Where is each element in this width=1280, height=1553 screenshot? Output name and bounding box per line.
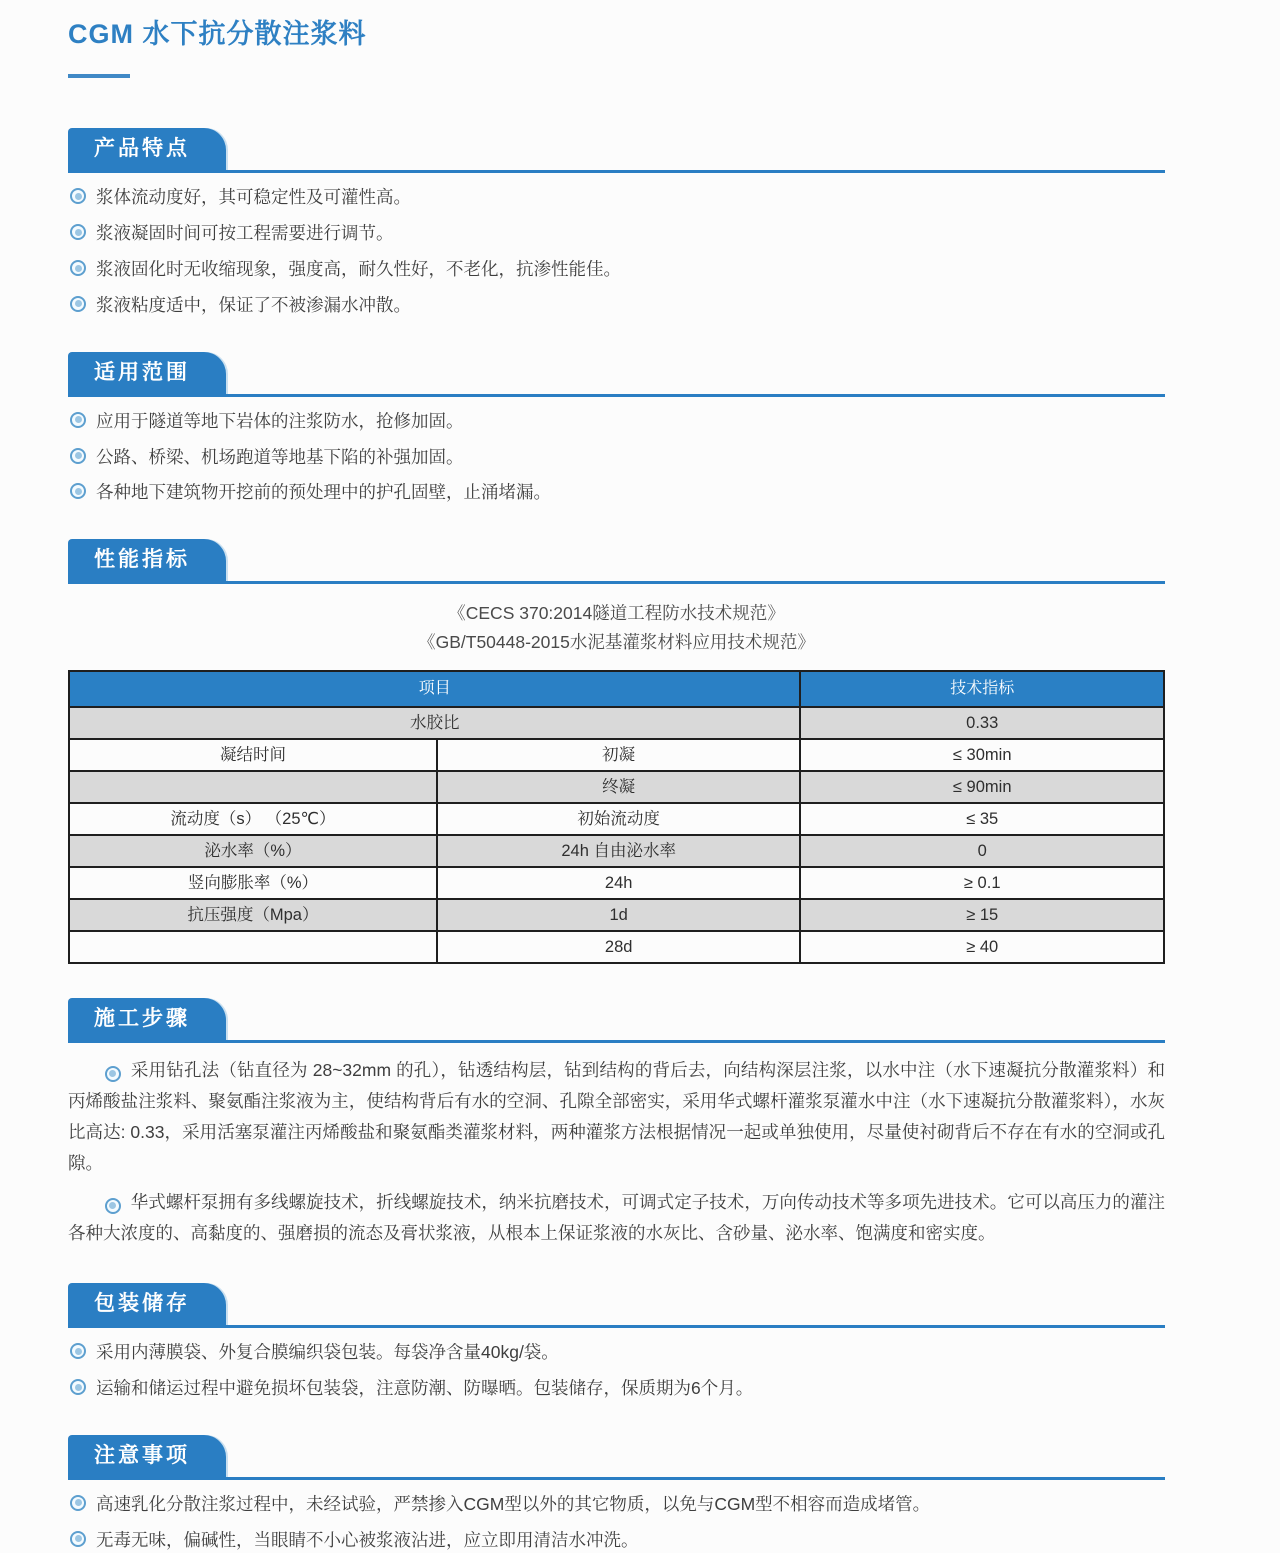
table-cell: ≤ 30min — [800, 739, 1164, 771]
bullet-icon — [70, 448, 86, 464]
section-body — [68, 409, 1165, 506]
section-features — [68, 128, 1165, 317]
bullet-icon — [70, 1495, 86, 1511]
bullet-icon — [70, 412, 86, 428]
paragraph-text: 华式螺杆泵拥有多线螺旋技术，折线螺旋技术，纳米抗磨技术，可调式定子技术，万向传动技术等多项先进技术。它可以高压力的灌注各种大浓度的、高黏度的、强磨损的流态及膏状浆液，从根本上保证浆液的水灰比、含砂量、泌水率、饱满度和密实度。 — [68, 1192, 1165, 1244]
section-badge: 性能指标 — [68, 539, 226, 581]
performance-table — [68, 670, 1165, 964]
section-header — [68, 352, 1165, 397]
section-header — [68, 128, 1165, 173]
table-header-row — [69, 671, 1164, 707]
bullet-text: 浆液凝固时间可按工程需要进行调节。 — [96, 223, 394, 244]
bullet-icon — [70, 188, 86, 204]
bullet-icon — [70, 296, 86, 312]
section-performance — [68, 539, 1165, 964]
table-row — [69, 707, 1164, 739]
table-row — [69, 899, 1164, 931]
section-body — [68, 1055, 1165, 1249]
section-badge: 注意事项 — [68, 1435, 226, 1477]
paragraph-text: 采用钻孔法（钻直径为 28~32mm 的孔），钻透结构层，钻到结构的背后去，向结构深层注浆，以水中注（水下速凝抗分散灌浆料）和丙烯酸盐注浆料、聚氨酯注浆液为主，使结构背后有水的空洞、孔隙全部密实，采用华式螺杆灌浆泵灌水中注（水下速凝抗分散灌浆料），水灰比高达: 0.33，采用活塞泵灌注丙烯酸盐和聚氨酯类灌浆材料，两种灌浆方法根据情况一起或单独使用，尽量使衬砌背后不存在有水的空洞或孔隙。 — [68, 1060, 1165, 1174]
bullet-text: 运输和储运过程中避免损坏包装袋，注意防潮、防曝晒。包装储存，保质期为6个月。 — [96, 1378, 754, 1399]
table-cell: ≤ 90min — [800, 771, 1164, 803]
table-cell: 0.33 — [800, 707, 1164, 739]
section-body — [68, 1340, 1165, 1401]
list-item — [68, 1376, 1165, 1401]
table-cell: 泌水率（%） — [69, 835, 437, 867]
bullet-text: 应用于隧道等地下岩体的注浆防水，抢修加固。 — [96, 410, 464, 431]
bullet-text: 浆体流动度好，其可稳定性及可灌性高。 — [96, 187, 411, 208]
section-header — [68, 1283, 1165, 1328]
bullet-icon — [70, 1531, 86, 1547]
bullet-text: 各种地下建筑物开挖前的预处理中的护孔固壁，止涌堵漏。 — [96, 482, 551, 503]
page-title: CGM 水下抗分散注浆料 — [68, 19, 367, 49]
table-cell — [69, 771, 437, 803]
table-cell: ≤ 35 — [800, 803, 1164, 835]
table-cell: ≥ 40 — [800, 931, 1164, 963]
table-cell: 28d — [437, 931, 801, 963]
section-header — [68, 539, 1165, 584]
section-header — [68, 998, 1165, 1043]
table-cell: 初始流动度 — [437, 803, 801, 835]
paragraph — [68, 1055, 1165, 1179]
standards-references — [68, 600, 1165, 656]
table-cell: 流动度（s） （25℃） — [69, 803, 437, 835]
bullet-icon — [70, 1343, 86, 1359]
bullet-icon — [105, 1066, 121, 1082]
bullet-text: 浆液固化时无收缩现象，强度高，耐久性好，不老化，抗渗性能佳。 — [96, 259, 621, 280]
bullet-icon — [70, 1379, 86, 1395]
table-row — [69, 867, 1164, 899]
header-cell-index: 技术指标 — [800, 671, 1164, 707]
bullet-text: 浆液粘度适中，保证了不被渗漏水冲散。 — [96, 294, 411, 315]
list-item — [68, 1528, 1165, 1553]
list-item — [68, 1340, 1165, 1365]
section-badge: 包装储存 — [68, 1283, 226, 1325]
bullet-text: 无毒无味，偏碱性，当眼睛不小心被浆液沾进，应立即用清洁水冲洗。 — [96, 1529, 639, 1550]
table-cell: 凝结时间 — [69, 739, 437, 771]
table-row — [69, 739, 1164, 771]
table-cell: ≥ 15 — [800, 899, 1164, 931]
section-body — [68, 1492, 1165, 1553]
bullet-icon — [70, 224, 86, 240]
table-row — [69, 931, 1164, 963]
section-packaging — [68, 1283, 1165, 1401]
table-cell: 0 — [800, 835, 1164, 867]
table-cell — [69, 931, 437, 963]
list-item — [68, 257, 1165, 282]
section-notes — [68, 1435, 1165, 1553]
table-cell: ≥ 0.1 — [800, 867, 1164, 899]
title-underline — [68, 74, 130, 78]
standard-line: 《GB/T50448-2015水泥基灌浆材料应用技术规范》 — [418, 632, 815, 653]
table-row — [69, 771, 1164, 803]
table-cell: 24h 自由泌水率 — [437, 835, 801, 867]
bullet-icon — [105, 1198, 121, 1214]
table-cell: 终凝 — [437, 771, 801, 803]
section-badge: 施工步骤 — [68, 998, 226, 1040]
table-cell: 抗压强度（Mpa） — [69, 899, 437, 931]
list-item — [68, 409, 1165, 434]
table-cell: 1d — [437, 899, 801, 931]
table-row — [69, 803, 1164, 835]
table-cell: 水胶比 — [69, 707, 800, 739]
paragraph — [68, 1187, 1165, 1249]
header-cell-project: 项目 — [69, 671, 800, 707]
bullet-text: 公路、桥梁、机场跑道等地基下陷的补强加固。 — [96, 446, 464, 467]
standard-line: 《CECS 370:2014隧道工程防水技术规范》 — [448, 603, 785, 624]
list-item — [68, 445, 1165, 470]
section-body — [68, 185, 1165, 317]
list-item — [68, 293, 1165, 318]
section-badge: 适用范围 — [68, 352, 226, 394]
bullet-icon — [70, 260, 86, 276]
table-cell: 24h — [437, 867, 801, 899]
bullet-text: 高速乳化分散注浆过程中，未经试验，严禁掺入CGM型以外的其它物质，以免与CGM型不相容而造成堵管。 — [96, 1493, 931, 1514]
section-construction — [68, 998, 1165, 1249]
bullet-icon — [70, 483, 86, 499]
list-item — [68, 1492, 1165, 1517]
section-badge: 产品特点 — [68, 128, 226, 170]
section-scope — [68, 352, 1165, 506]
bullet-text: 采用内薄膜袋、外复合膜编织袋包装。每袋净含量40kg/袋。 — [96, 1342, 559, 1363]
list-item — [68, 185, 1165, 210]
section-header — [68, 1435, 1165, 1480]
table-row — [69, 835, 1164, 867]
list-item — [68, 221, 1165, 246]
list-item — [68, 480, 1165, 505]
table-cell: 初凝 — [437, 739, 801, 771]
table-cell: 竖向膨胀率（%） — [69, 867, 437, 899]
